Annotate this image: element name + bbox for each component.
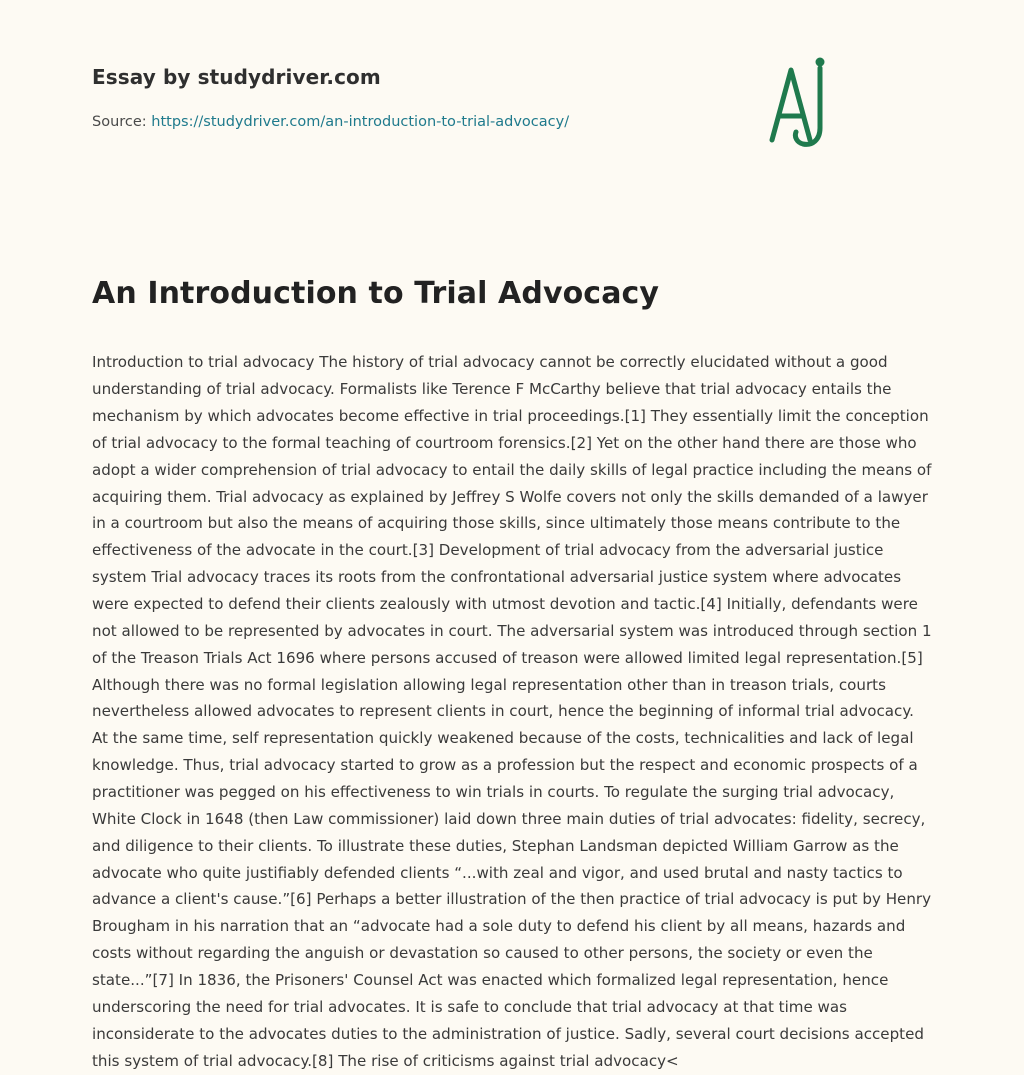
source-url-link[interactable]: https://studydriver.com/an-introduction-to-trial-advocacy/ [151, 114, 570, 130]
studydriver-logo-icon [734, 52, 854, 156]
brand-name: studydriver.com [197, 65, 381, 89]
source-label: Source: [92, 114, 152, 130]
essay-by-prefix: Essay by [92, 65, 198, 89]
document-header [92, 0, 932, 132]
page-title: An Introduction to Trial Advocacy [92, 276, 660, 312]
article-body-text: Introduction to trial advocacy The history of trial advocacy cannot be correctly elucidated without a good understanding of trial advocacy. Formalists like Terence F McCarthy believe that trial advocacy entails the mechanism by which advocates become effective in trial proceedings.[1] They essentially limit the conception of trial advocacy to the formal teaching of courtroom forensics.[2] Yet on the other hand there are those who adopt a wider comprehension of trial advocacy to entail the daily skills of legal practice including the means of acquiring them. Trial advocacy as explained by Jeffrey S Wolfe covers not only the skills demanded of a lawyer in a courtroom but also the means of acquiring those skills, since ultimately those means contribute to the effectiveness of the advocate in the court.[3] Development of trial advocacy from the adversarial justice system Trial advocacy traces its roots from the confrontational adversarial justice system where advocates were expected to defend their clients zealously with utmost devotion and tactic.[4] Initially, defendants were not allowed to be represented by advocates in court. The adversarial system was introduced through section 1 of the Treason Trials Act 1696 where persons accused of treason were allowed limited legal representation.[5] Although there was no formal legislation allowing legal representation other than in treason trials, courts nevertheless allowed advocates to represent clients in court, hence the beginning of informal trial advocacy. At the same time, self representation quickly weakened because of the costs, technicalities and lack of legal knowledge. Thus, trial advocacy started to grow as a profession but the respect and economic prospects of a practitioner was pegged on his effectiveness to win trials in courts. To regulate the surging trial advocacy, White Clock in 1648 (then Law commissioner) laid down three main duties of trial advocates: fidelity, secrecy, and diligence to their clients. To illustrate these duties, Stephan Landsman depicted William Garrow as the advocate who quite justifiably defended clients “...with zeal and vigor, and used brutal and nasty tactics to advance a client's cause.”[6] Perhaps a better illustration of the then practice of trial advocacy is put by Henry Brougham in his narration that an “advocate had a sole duty to defend his client by all means, hazards and costs without regarding the anguish or devastation so caused to other persons, the society or even the state...”[7] In 1836, the Prisoners' Counsel Act was enacted which formalized legal representation, hence underscoring the need for trial advocates. It is safe to conclude that trial advocacy at that time was inconsiderate to the advocates duties to the administration of justice. Sadly, several court decisions accepted this system of trial advocacy.[8] The rise of criticisms against trial advocacy< [92, 353, 932, 1070]
